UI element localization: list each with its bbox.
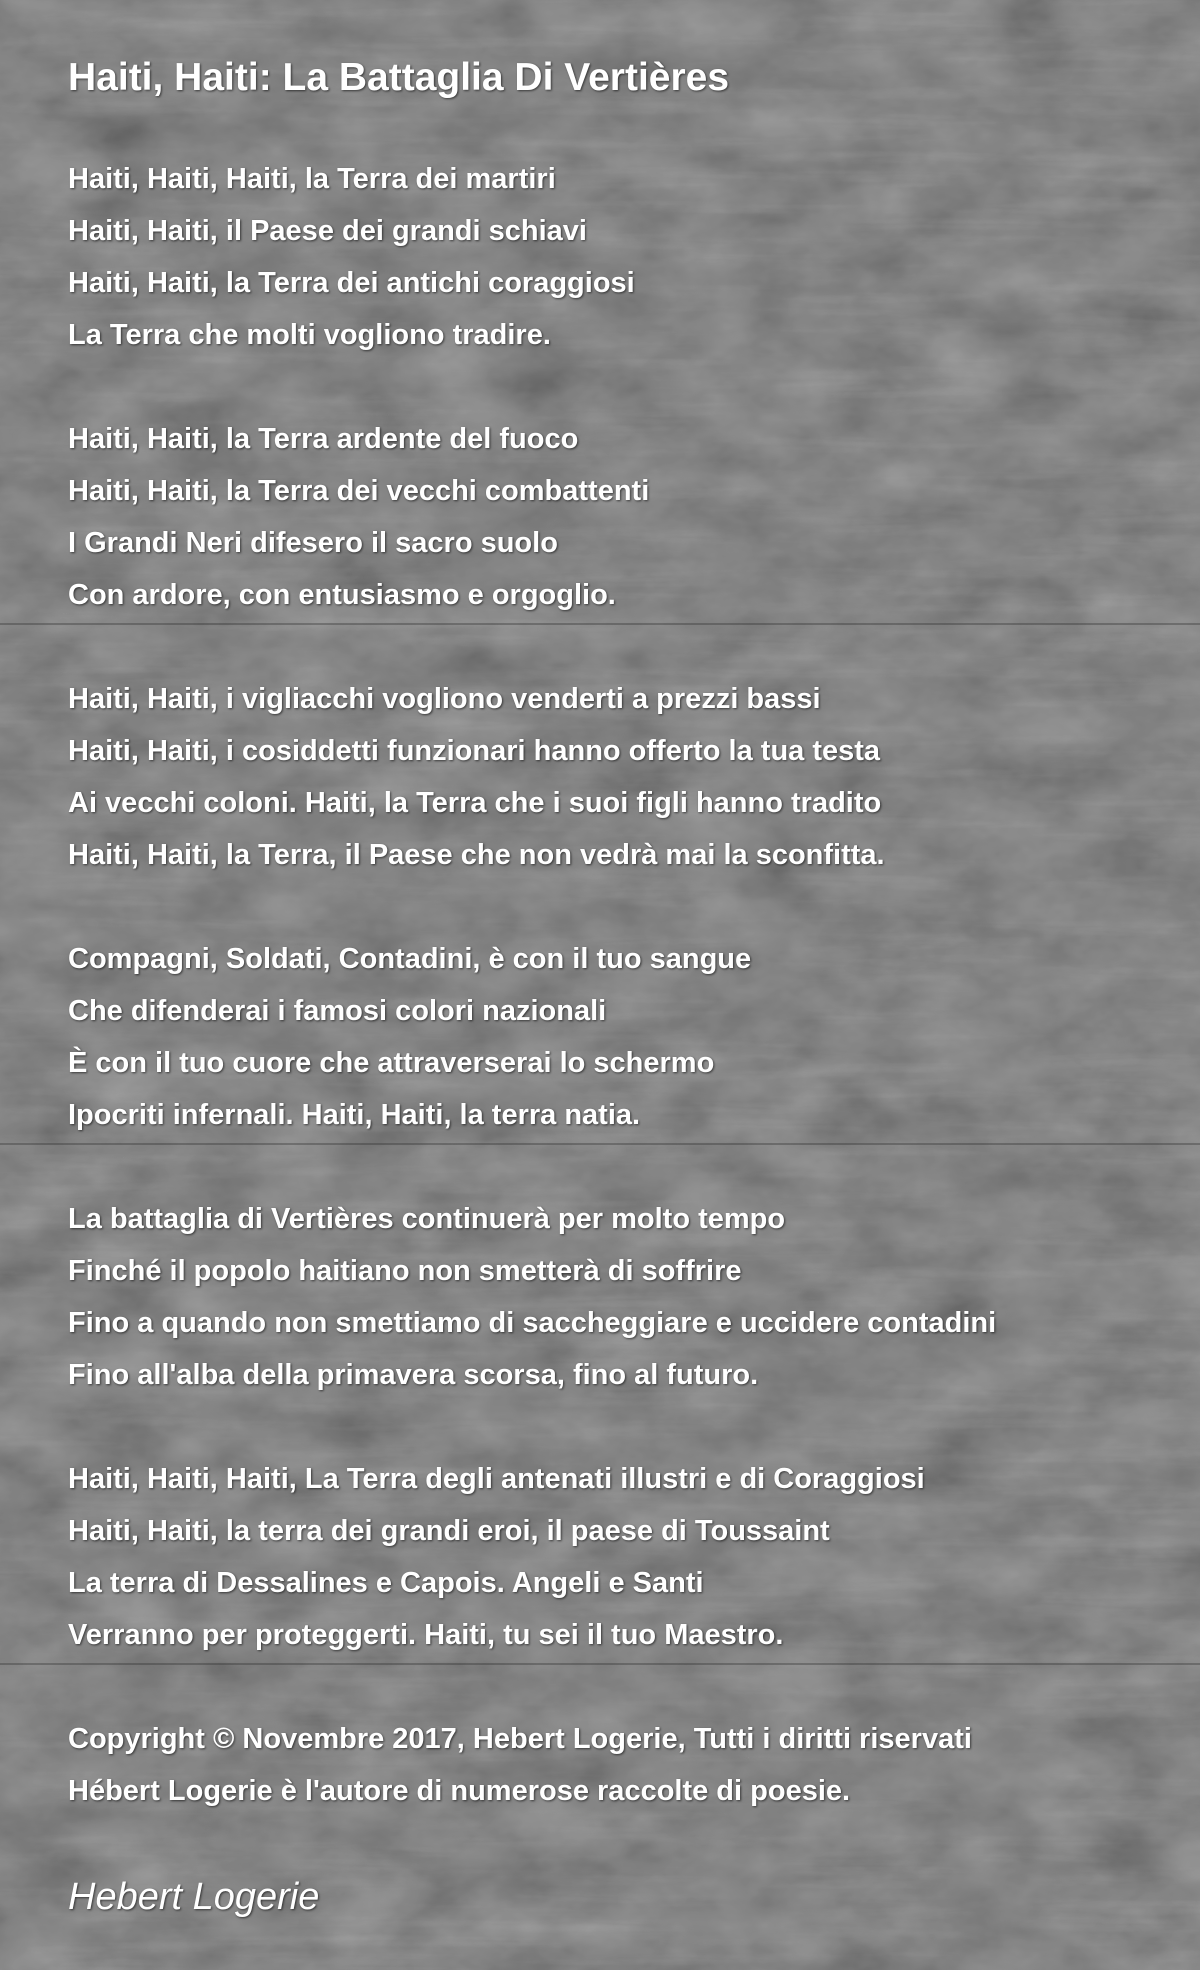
poem-line: Haiti, Haiti, Haiti, La Terra degli antenati illustri e di Coraggiosi	[68, 1463, 925, 1495]
stanza-1	[68, 153, 1178, 361]
poem-line: Haiti, Haiti, la Terra, il Paese che non vedrà mai la sconfitta.	[68, 839, 885, 871]
stanza-2	[68, 413, 1178, 621]
poem-line: Haiti, Haiti, i vigliacchi vogliono venderti a prezzi bassi	[68, 683, 821, 715]
poem-line: Fino all'alba della primavera scorsa, fino al futuro.	[68, 1359, 759, 1391]
stanza-5	[68, 1193, 1178, 1401]
poem-line: La Terra che molti vogliono tradire.	[68, 319, 551, 351]
poem-line: Haiti, Haiti, la Terra ardente del fuoco	[68, 423, 579, 455]
poem-line: Finché il popolo haitiano non smetterà di soffrire	[68, 1255, 742, 1287]
copyright-notice	[68, 1713, 1178, 1817]
author-signature: Hebert Logerie	[68, 1876, 320, 1918]
poem-line: Verranno per proteggerti. Haiti, tu sei il tuo Maestro.	[68, 1619, 784, 1651]
poem-line: Haiti, Haiti, la terra dei grandi eroi, il paese di Toussaint	[68, 1515, 830, 1547]
poem-container	[68, 48, 1178, 1925]
stanza-6	[68, 1453, 1178, 1661]
poem-line: È con il tuo cuore che attraverserai lo schermo	[68, 1047, 715, 1079]
poem-line: Haiti, Haiti, il Paese dei grandi schiavi	[68, 215, 587, 247]
poem-line: Haiti, Haiti, i cosiddetti funzionari hanno offerto la tua testa	[68, 735, 881, 767]
poem-line: Compagni, Soldati, Contadini, è con il tuo sangue	[68, 943, 752, 975]
stanza-4	[68, 933, 1178, 1141]
author-bio-line: Hébert Logerie è l'autore di numerose raccolte di poesie.	[68, 1775, 851, 1807]
poem-line: I Grandi Neri difesero il sacro suolo	[68, 527, 558, 559]
poem-title: Haiti, Haiti: La Battaglia Di Vertières	[68, 56, 730, 99]
poem-line: Haiti, Haiti, la Terra dei vecchi combattenti	[68, 475, 650, 507]
poem-line: Haiti, Haiti, la Terra dei antichi coraggiosi	[68, 267, 635, 299]
stanza-3	[68, 673, 1178, 881]
poem-line: Ipocriti infernali. Haiti, Haiti, la terra natia.	[68, 1099, 641, 1131]
poem-line: La terra di Dessalines e Capois. Angeli e Santi	[68, 1567, 704, 1599]
copyright-line: Copyright © Novembre 2017, Hebert Logerie, Tutti i diritti riservati	[68, 1723, 972, 1755]
poem-line: Che difenderai i famosi colori nazionali	[68, 995, 607, 1027]
poem-line: Con ardore, con entusiasmo e orgoglio.	[68, 579, 616, 611]
poem-line: Ai vecchi coloni. Haiti, la Terra che i suoi figli hanno tradito	[68, 787, 882, 819]
poem-line: Haiti, Haiti, Haiti, la Terra dei martiri	[68, 163, 556, 195]
poem-line: Fino a quando non smettiamo di saccheggiare e uccidere contadini	[68, 1307, 997, 1339]
poem-line: La battaglia di Vertières continuerà per molto tempo	[68, 1203, 786, 1235]
